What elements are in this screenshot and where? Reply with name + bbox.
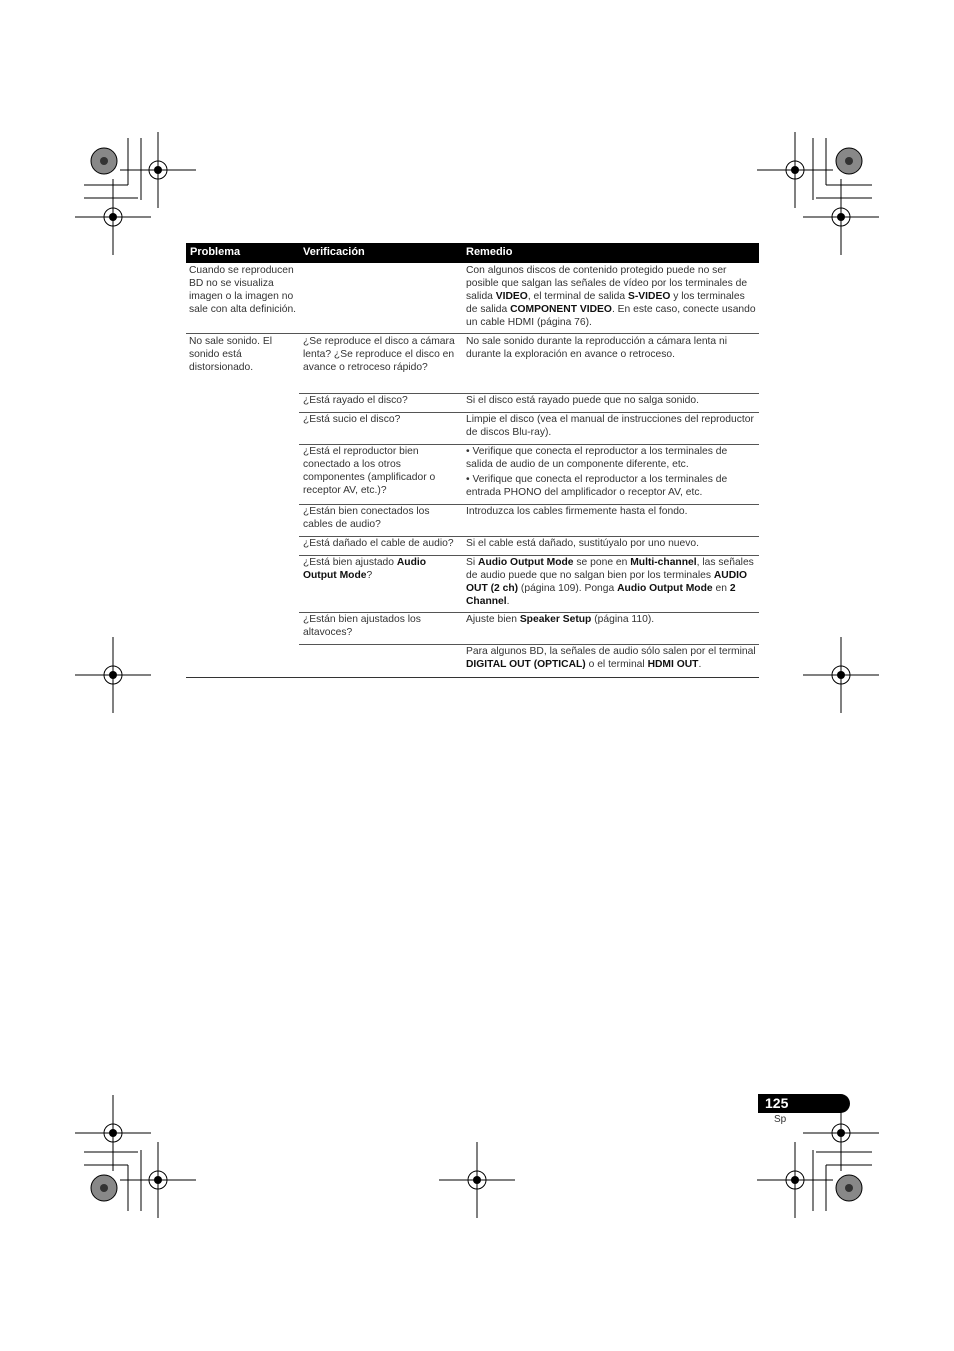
- check-cell: ¿Están bien conectados los cables de audio?: [303, 506, 430, 530]
- check-cell: ¿Está rayado el disco?: [303, 395, 408, 406]
- remedy-cell: Si el disco está rayado puede que no salga sonido.: [466, 395, 699, 406]
- problem-cell: Cuando se reproducen BD no se visualiza imagen o la imagen no sale con alta definición.: [189, 265, 297, 315]
- remedy-cell: Con algunos discos de contenido protegido puede no ser posible que salgan las señales de vídeo por los terminales de salida VIDEO, el terminal de salida S-VIDEO y los terminales de salida COMPONENT VIDEO. En este caso, conecte usando un cable HDMI (página 76).: [466, 265, 756, 328]
- remedy-cell: Introduzca los cables firmemente hasta el fondo.: [466, 506, 688, 517]
- check-cell: ¿Está el reproductor bien conectado a los otros componentes (amplificador o receptor AV, etc.)?: [303, 446, 436, 496]
- check-cell: ¿Está bien ajustado Audio Output Mode?: [303, 557, 427, 581]
- table-row: [299, 334, 759, 394]
- remedy-cell: Si el cable está dañado, sustitúyalo por uno nuevo.: [466, 538, 699, 549]
- table-row: [299, 612, 759, 645]
- remedy-cell: No sale sonido durante la reproducción a cámara lenta ni durante la exploración en avance o retroceso.: [466, 336, 728, 360]
- check-cell: ¿Está sucio el disco?: [303, 414, 401, 425]
- table-row: [186, 263, 759, 334]
- problem-cell: No sale sonido. El sonido está distorsionado.: [189, 336, 272, 373]
- table-row: [299, 393, 759, 413]
- remedy-cell: Si Audio Output Mode se pone en Multi-channel, las señales de audio puede que no salgan bien por los terminales AUDIO OUT (2 ch) (página 109). Ponga Audio Output Mode en 2 Channel.: [466, 557, 754, 607]
- check-cell: ¿Se reproduce el disco a cámara lenta? ¿Se reproduce el disco en avance o retroceso rápido?: [303, 336, 455, 373]
- header-verificacion: Verificación: [303, 246, 365, 258]
- remedy-cell: Para algunos BD, la señales de audio sólo salen por el terminal DIGITAL OUT (OPTICAL) o el terminal HDMI OUT.: [466, 646, 756, 670]
- check-cell: ¿Están bien ajustados los altavoces?: [303, 614, 421, 638]
- table-row: [299, 555, 759, 613]
- bullet-item: • Verifique que conecta el reproductor a los terminales de salida de audio de un componente diferente, etc.: [466, 446, 728, 470]
- check-cell: ¿Está dañado el cable de audio?: [303, 538, 454, 549]
- remedy-cell: [466, 445, 756, 501]
- header-remedio: Remedio: [466, 246, 513, 258]
- table-bottom-rule: [186, 677, 759, 678]
- language-code: Sp: [774, 1114, 787, 1125]
- table-header: [186, 243, 759, 263]
- table-row: [299, 644, 759, 676]
- remedy-cell: Limpie el disco (vea el manual de instrucciones del reproductor de discos Blu-ray).: [466, 414, 754, 438]
- table-row: [299, 504, 759, 537]
- header-problema: Problema: [190, 246, 241, 258]
- remedy-cell: Ajuste bien Speaker Setup (página 110).: [466, 614, 655, 625]
- bullet-item: • Verifique que conecta el reproductor a los terminales de entrada PHONO del amplificador o receptor AV, etc.: [466, 474, 728, 498]
- page-number: 125: [765, 1095, 789, 1111]
- table-row: [299, 536, 759, 556]
- table-row: [299, 444, 759, 505]
- table-row: [299, 412, 759, 445]
